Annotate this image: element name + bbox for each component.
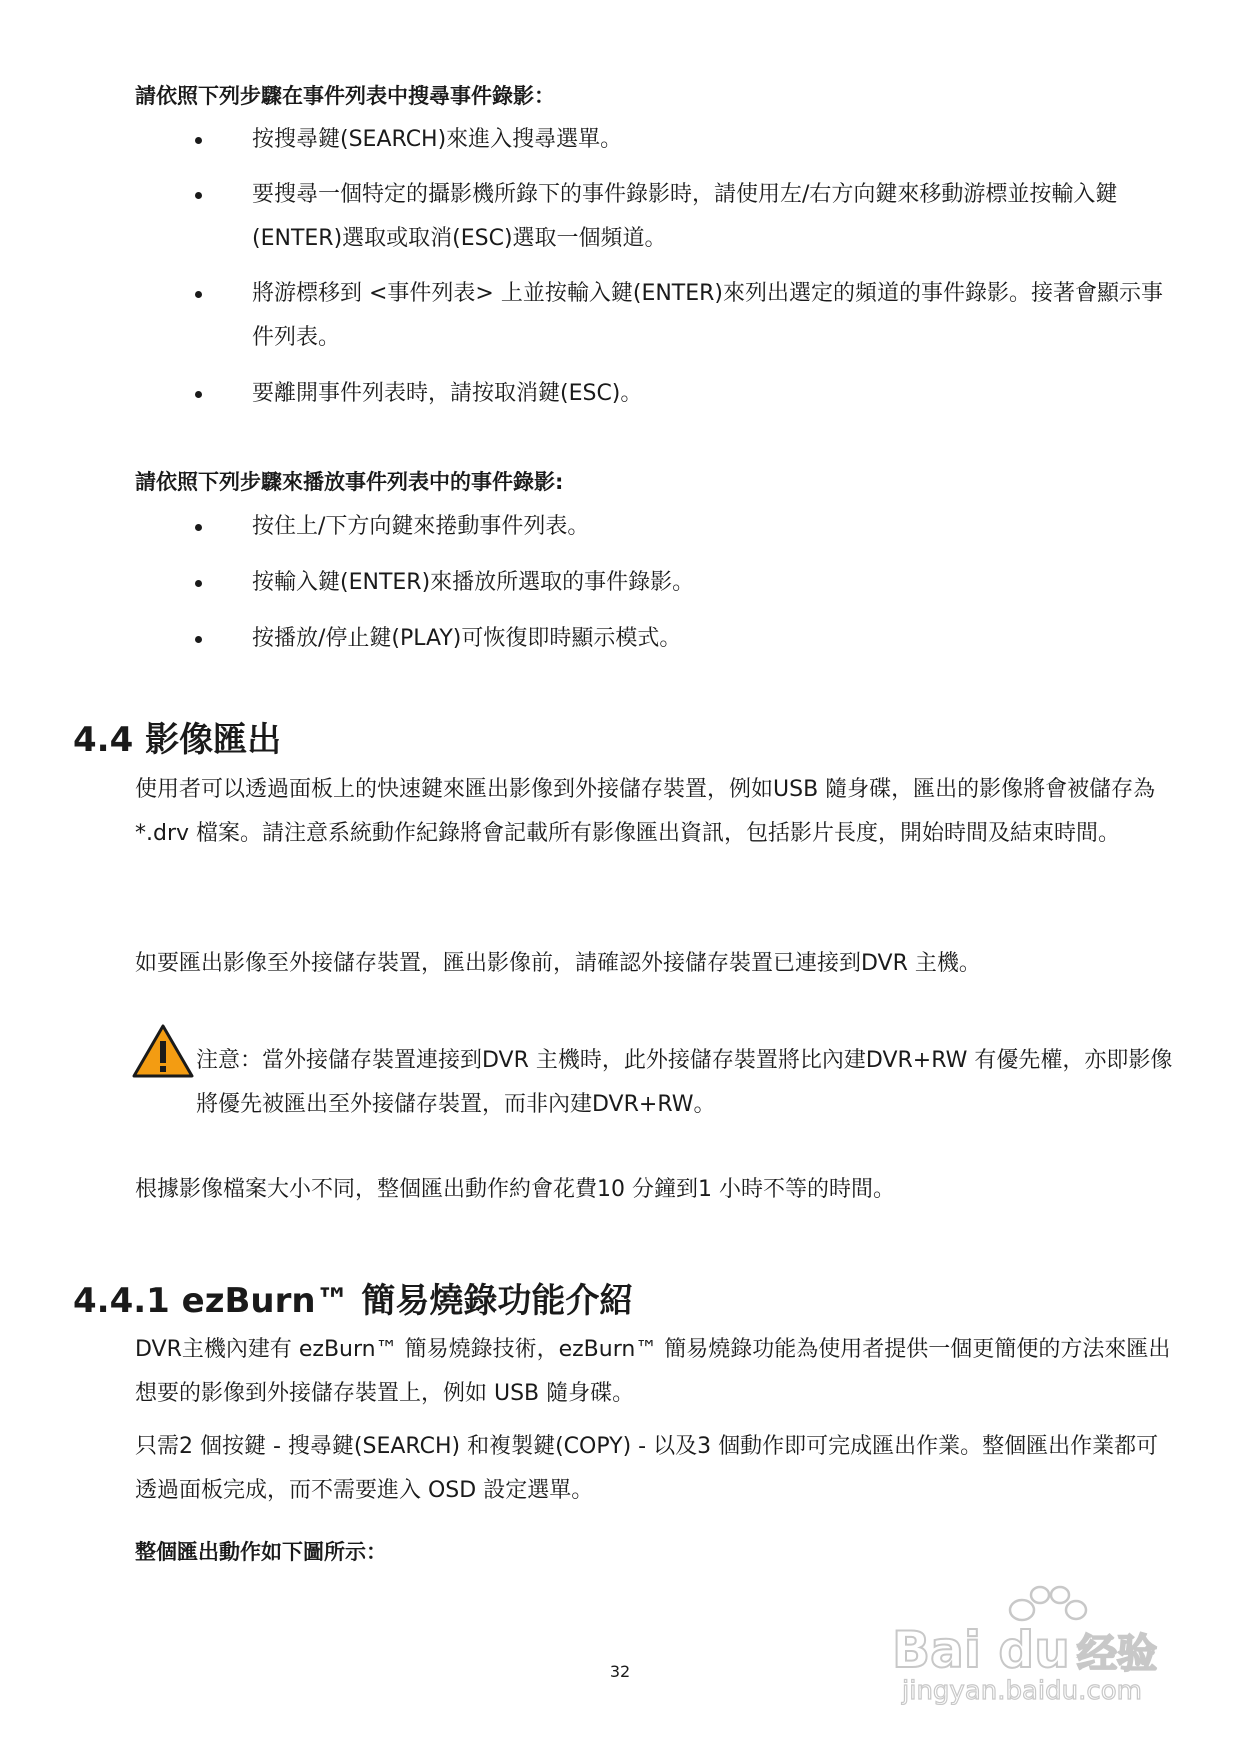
bullet-icon — [195, 636, 202, 643]
play-steps-heading: 請依照下列步驟來播放事件列表中的事件錄影: — [135, 470, 564, 494]
section-4-4-paragraph-1: 使用者可以透過面板上的快速鍵來匯出影像到外接儲存裝置，例如USB 隨身碟，匯出的影像將會被儲存為 *.drv 檔案。請注意系統動作紀錄將會記載所有影像匯出資訊，包括影片長度，開始時間及結束時間。 — [135, 777, 1156, 846]
export-diagram-caption: 整個匯出動作如下圖所示： — [135, 1540, 387, 1564]
bullet-icon — [195, 291, 202, 298]
section-4-4-1-paragraph-1: DVR主機內建有 ezBurn™ 簡易燒錄技術，ezBurn™ 簡易燒錄功能為使用者提供一個更簡便的方法來匯出想要的影像到外接儲存裝置上，例如 USB 隨身碟。 — [135, 1337, 1171, 1406]
list-item: 按搜尋鍵(SEARCH)來進入搜尋選單。 — [222, 118, 1172, 162]
warning-note: 注意：當外接儲存裝置連接到DVR 主機時，此外接儲存裝置將比內建DVR+RW 有優先權，亦即影像將優先被匯出至外接儲存裝置，而非內建DVR+RW。 — [196, 1048, 1173, 1117]
section-title-4-4: 4.4 影像匯出 — [73, 720, 282, 760]
watermark-url: jingyan.baidu.com — [902, 1676, 1142, 1705]
list-item: 要搜尋一個特定的攝影機所錄下的事件錄影時，請使用左/右方向鍵來移動游標並按輸入鍵(ENTER)選取或取消(ESC)選取一個頻道。 — [222, 173, 1172, 261]
section-4-4-paragraph-2: 如要匯出影像至外接儲存裝置，匯出影像前，請確認外接儲存裝置已連接到DVR 主機。 — [135, 951, 981, 976]
bullet-icon — [195, 137, 202, 144]
page-number: 32 — [609, 1662, 631, 1681]
search-steps-heading: 請依照下列步驟在事件列表中搜尋事件錄影： — [135, 84, 555, 108]
baidu-watermark — [882, 1575, 1182, 1705]
bullet-icon — [195, 391, 202, 398]
watermark-cn: 经验 — [1077, 1631, 1157, 1677]
section-4-4-1-paragraph-2: 只需2 個按鍵 - 搜尋鍵(SEARCH) 和複製鍵(COPY) - 以及3 個動作即可完成匯出作業。整個匯出作業都可透過面板完成，而不需要進入 OSD 設定選單。 — [135, 1434, 1159, 1503]
section-title-4-4-1: 4.4.1 ezBurn™ 簡易燒錄功能介紹 — [73, 1281, 634, 1321]
list-item: 按播放/停止鍵(PLAY)可恢復即時顯示模式。 — [222, 617, 1172, 661]
list-item: 要離開事件列表時，請按取消鍵(ESC)。 — [222, 372, 1172, 416]
section-4-4-paragraph-3: 根據影像檔案大小不同，整個匯出動作約會花費10 分鐘到1 小時不等的時間。 — [135, 1177, 895, 1202]
list-item: 按輸入鍵(ENTER)來播放所選取的事件錄影。 — [222, 561, 1172, 605]
list-item: 將游標移到 <事件列表> 上並按輸入鍵(ENTER)來列出選定的頻道的事件錄影。接著會顯示事件列表。 — [222, 272, 1172, 360]
bullet-icon — [195, 192, 202, 199]
warning-icon — [132, 1023, 194, 1079]
watermark-brand: Bai du — [892, 1621, 1070, 1679]
list-item: 按住上/下方向鍵來捲動事件列表。 — [222, 505, 1172, 549]
bullet-icon — [195, 524, 202, 531]
bullet-icon — [195, 580, 202, 587]
